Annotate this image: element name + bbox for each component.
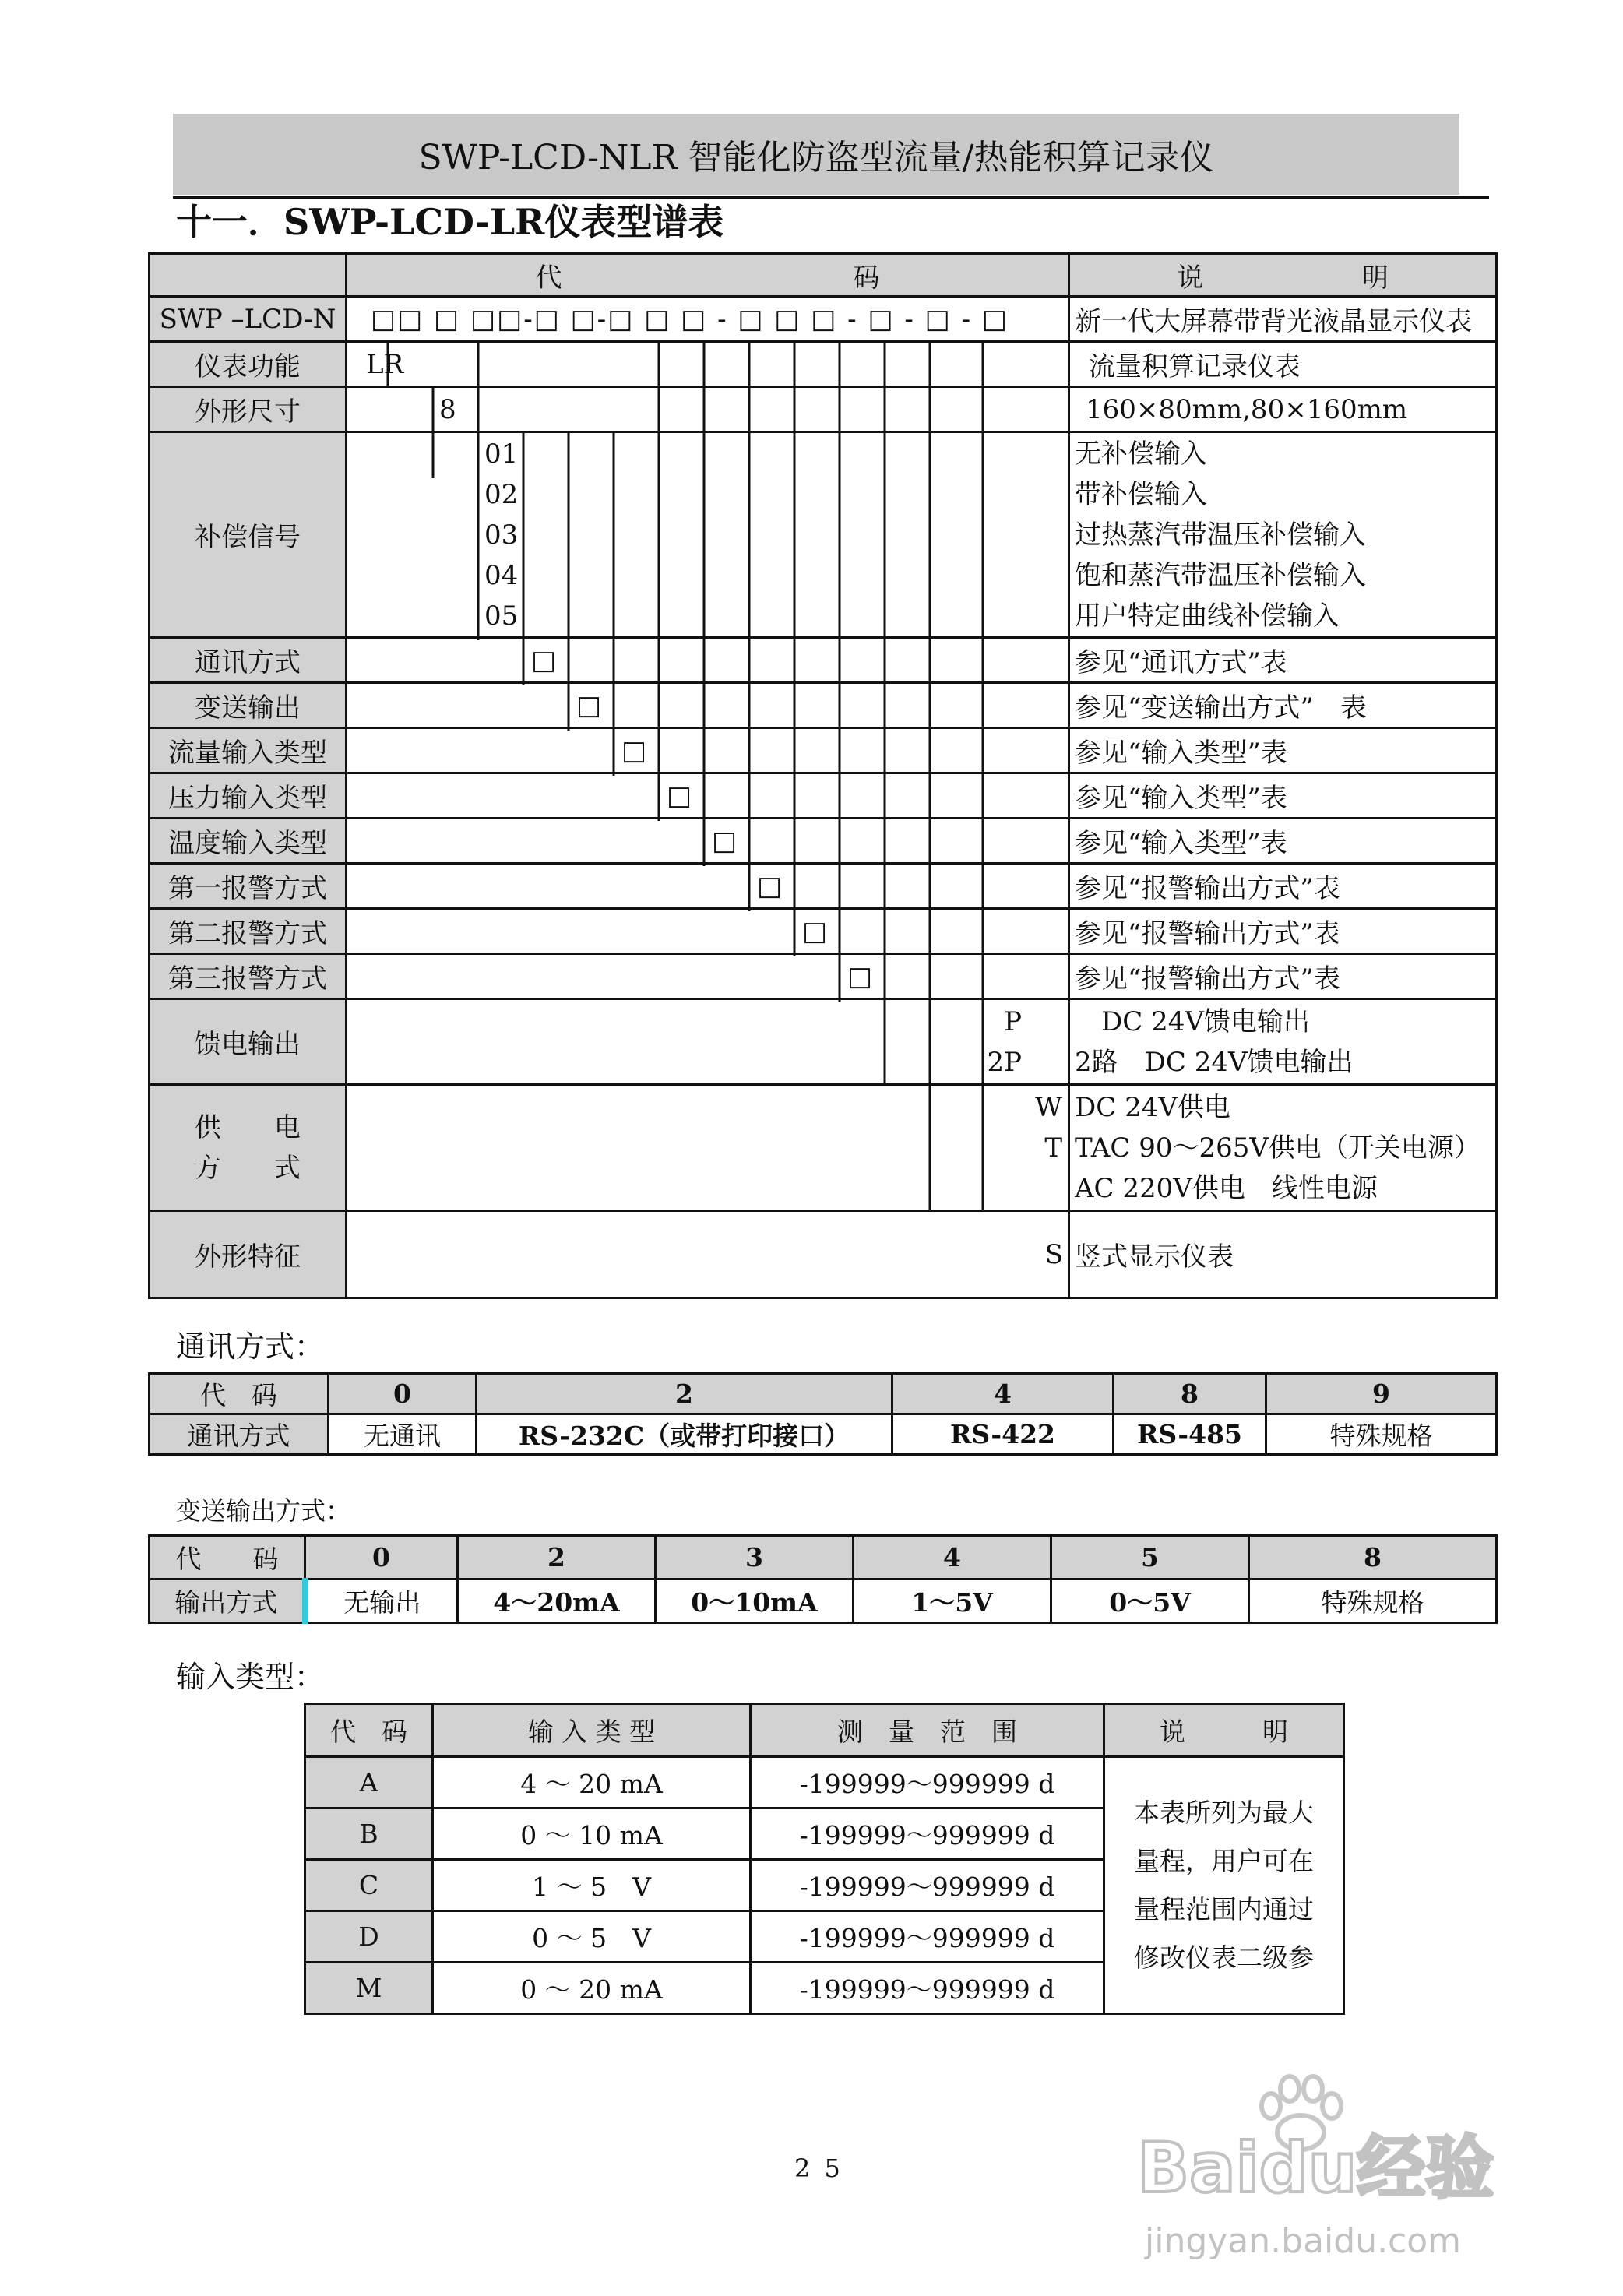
trans-row-label: 输出方式 <box>150 1579 305 1623</box>
spec-code: □ <box>347 954 1069 999</box>
spec-label: 变送输出 <box>150 683 347 728</box>
spec-desc-item: 用户特定曲线补偿输入 <box>1075 600 1340 632</box>
spec-desc: 参见“输入类型”表 <box>1069 728 1497 773</box>
comm-value: 特殊规格 <box>1266 1414 1497 1455</box>
spec-desc: 参见“报警输出方式”表 <box>1069 954 1497 999</box>
spec-label: 温度输入类型 <box>150 819 347 864</box>
trans-value: 无输出 <box>305 1579 458 1623</box>
input-table <box>304 1703 1345 2015</box>
trans-value: 特殊规格 <box>1249 1579 1497 1623</box>
spec-desc: 新一代大屏幕带背光液晶显示仪表 <box>1069 297 1497 342</box>
input-type: 1 ～ 5 V <box>433 1860 751 1911</box>
spec-desc: 参见“通讯方式”表 <box>1069 638 1497 683</box>
spec-label: 馈电输出 <box>150 999 347 1085</box>
page-number: 2 5 <box>794 2153 843 2183</box>
spec-code: LR <box>347 342 1069 387</box>
spec-code: □ <box>347 638 1069 683</box>
spec-desc-item: 饱和蒸汽带温压补偿输入 <box>1075 559 1366 591</box>
trans-code: 8 <box>1249 1536 1497 1579</box>
comm-value: 无通讯 <box>329 1414 477 1455</box>
spec-label: 补偿信号 <box>150 432 347 638</box>
comm-head-label: 代 码 <box>150 1374 329 1414</box>
spec-code-item: 02 <box>484 478 519 510</box>
input-code: C <box>305 1860 433 1911</box>
baidu-watermark <box>1137 2072 1589 2266</box>
spec-code: □ <box>347 728 1069 773</box>
input-note-line: 量程范围内通过 <box>1134 1893 1314 1924</box>
input-code: M <box>305 1963 433 2014</box>
section-title: 十一．SWP-LCD-LR仪表型谱表 <box>176 201 724 243</box>
spec-desc-item: 带补偿输入 <box>1075 478 1207 510</box>
comm-row-label: 通讯方式 <box>150 1414 329 1455</box>
comm-value: RS-485 <box>1114 1414 1266 1455</box>
spec-head-desc: 说 明 <box>1069 254 1497 297</box>
spec-desc-item: AC 220V供电 线性电源 <box>1075 1172 1378 1204</box>
spec-code: □ <box>347 773 1069 819</box>
trans-code: 3 <box>656 1536 854 1579</box>
spec-desc-item: DC 24V供电 <box>1075 1091 1230 1123</box>
spec-label: 外形特征 <box>150 1211 347 1298</box>
spec-code: □ <box>347 683 1069 728</box>
input-range: -199999～999999 d <box>751 1860 1104 1911</box>
document-title-text: SWP-LCD-NLR 智能化防盗型流量/热能积算记录仪 <box>418 138 1214 178</box>
spec-desc: 竖式显示仪表 <box>1069 1211 1497 1298</box>
trans-head-label: 代 码 <box>150 1536 305 1579</box>
input-caption: 输入类型： <box>176 1660 325 1694</box>
spec-code: □ <box>347 819 1069 864</box>
spec-label-line: 供 电 <box>195 1111 301 1143</box>
spec-code: S <box>347 1211 1069 1298</box>
input-type: 0 ～ 20 mA <box>433 1963 751 2014</box>
input-range: -199999～999999 d <box>751 1963 1104 2014</box>
spec-label: 第三报警方式 <box>150 954 347 999</box>
spec-head-code: 代 码 <box>347 254 1069 297</box>
comm-table <box>148 1372 1498 1456</box>
comm-code: 0 <box>329 1374 477 1414</box>
spec-label-line: 方 式 <box>195 1152 301 1184</box>
watermark-url: jingyan.baidu.com <box>1145 2221 1462 2261</box>
spec-desc: 160×80mm,80×160mm <box>1069 387 1497 432</box>
watermark-brand: Baidu经验 <box>1137 2128 1494 2208</box>
spec-desc-item: 无补偿输入 <box>1075 438 1207 470</box>
spec-label: 第二报警方式 <box>150 909 347 954</box>
spec-desc: 参见“报警输出方式”表 <box>1069 909 1497 954</box>
spec-label: 通讯方式 <box>150 638 347 683</box>
spec-code-item: 01 <box>484 438 519 470</box>
spec-code-item: W <box>1035 1091 1062 1123</box>
input-head: 代 码 <box>305 1704 433 1757</box>
comm-code: 4 <box>892 1374 1114 1414</box>
spec-label: 外形尺寸 <box>150 387 347 432</box>
spec-code-item: 04 <box>484 559 519 591</box>
spec-label: 压力输入类型 <box>150 773 347 819</box>
input-range: -199999～999999 d <box>751 1808 1104 1860</box>
spec-desc-item: 2路 DC 24V馈电输出 <box>1075 1046 1354 1078</box>
input-type: 0 ～ 10 mA <box>433 1808 751 1860</box>
input-type: 0 ～ 5 V <box>433 1911 751 1963</box>
spec-code: □□ □ □□-□ □-□ □ □ - □ □ □ - □ - □ - □ <box>347 297 1069 342</box>
input-note-line: 本表所列为最大 <box>1134 1797 1314 1828</box>
spec-code-item: T <box>1044 1132 1062 1164</box>
trans-code: 5 <box>1051 1536 1249 1579</box>
spec-desc: 参见“输入类型”表 <box>1069 819 1497 864</box>
spec-desc-item: DC 24V馈电输出 <box>1101 1005 1310 1037</box>
input-code: A <box>305 1757 433 1808</box>
spec-desc: 参见“输入类型”表 <box>1069 773 1497 819</box>
spec-code: 8 <box>347 387 1069 432</box>
trans-caption: 变送输出方式： <box>176 1496 351 1526</box>
spec-desc-item: 过热蒸汽带温压补偿输入 <box>1075 519 1366 551</box>
spec-label: 第一报警方式 <box>150 864 347 909</box>
input-type: 4 ～ 20 mA <box>433 1757 751 1808</box>
input-code: B <box>305 1808 433 1860</box>
trans-code: 0 <box>305 1536 458 1579</box>
trans-value: 1～5V <box>854 1579 1051 1623</box>
comm-code: 9 <box>1266 1374 1497 1414</box>
comm-code: 2 <box>477 1374 892 1414</box>
trans-code: 2 <box>458 1536 656 1579</box>
trans-value: 0～10mA <box>656 1579 854 1623</box>
trans-value: 0～5V <box>1051 1579 1249 1623</box>
input-note <box>1104 1757 1344 2014</box>
spec-desc-item: TAC 90～265V供电（开关电源） <box>1075 1132 1480 1164</box>
spec-desc: 参见“变送输出方式” 表 <box>1069 683 1497 728</box>
spec-code-item: 2P <box>987 1046 1022 1078</box>
spec-label: 流量输入类型 <box>150 728 347 773</box>
spec-label: SWP –LCD-N <box>150 297 347 342</box>
input-head: 输 入 类 型 <box>433 1704 751 1757</box>
spec-code-item: 05 <box>484 600 519 632</box>
input-range: -199999～999999 d <box>751 1911 1104 1963</box>
spec-code: □ <box>347 909 1069 954</box>
input-note-line: 修改仪表二级参 <box>1134 1942 1314 1973</box>
input-range: -199999～999999 d <box>751 1757 1104 1808</box>
spec-label: 仪表功能 <box>150 342 347 387</box>
input-head: 测 量 范 围 <box>751 1704 1104 1757</box>
spec-code-item: 03 <box>484 519 519 551</box>
input-note-line: 量程，用户可在 <box>1134 1845 1314 1876</box>
trans-code: 4 <box>854 1536 1051 1579</box>
input-head: 说 明 <box>1104 1704 1344 1757</box>
spec-desc: 流量积算记录仪表 <box>1069 342 1497 387</box>
spec-code: □ <box>347 864 1069 909</box>
comm-value: RS-232C（或带打印接口） <box>477 1414 892 1455</box>
trans-value: 4～20mA <box>458 1579 656 1623</box>
comm-caption: 通讯方式： <box>176 1329 325 1364</box>
input-code: D <box>305 1911 433 1963</box>
comm-value: RS-422 <box>892 1414 1114 1455</box>
spec-desc: 参见“报警输出方式”表 <box>1069 864 1497 909</box>
spec-code-item: P <box>1004 1005 1022 1037</box>
trans-table <box>148 1534 1498 1624</box>
comm-code: 8 <box>1114 1374 1266 1414</box>
